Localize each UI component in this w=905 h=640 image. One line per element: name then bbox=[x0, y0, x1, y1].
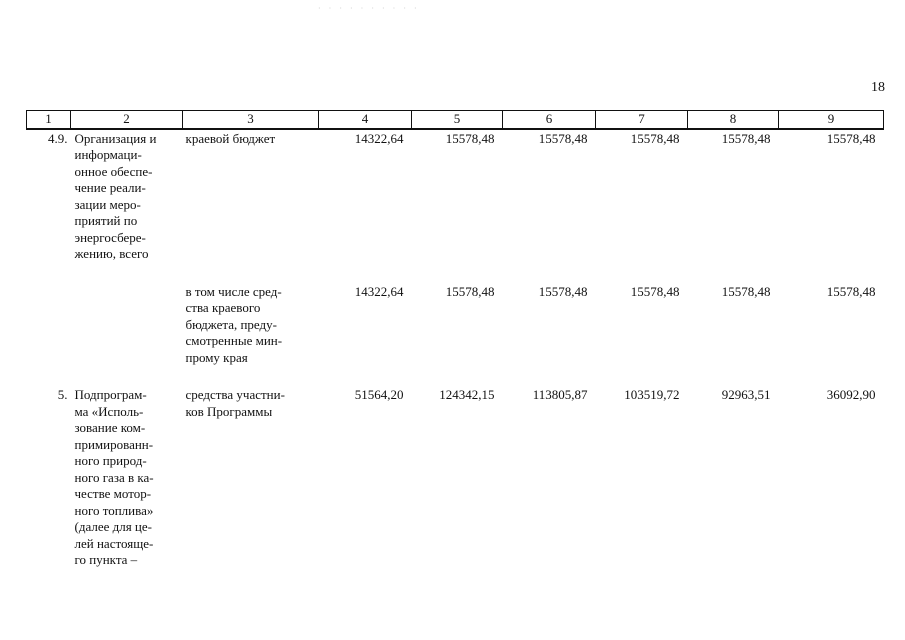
value-cell: 103519,72 bbox=[624, 387, 680, 402]
description-line: ма «Исполь- bbox=[74, 403, 144, 419]
value-cell: 15578,48 bbox=[538, 283, 588, 299]
column-header: 7 bbox=[596, 111, 688, 129]
row-number: 4.9. bbox=[48, 130, 68, 146]
value-cell: 51564,20 bbox=[354, 387, 404, 402]
value-cell: 15578,48 bbox=[721, 283, 771, 299]
row-description bbox=[71, 386, 183, 569]
source-line: смотренные мин- bbox=[185, 333, 283, 348]
value-cell: 92963,51 bbox=[721, 387, 771, 402]
description-line: чение реали- bbox=[74, 180, 146, 195]
description-line: (далее для це- bbox=[74, 519, 152, 534]
row-number: 5. bbox=[57, 387, 68, 402]
value-cell: 15578,48 bbox=[445, 130, 495, 146]
source-line: краевой бюджет bbox=[185, 130, 276, 146]
description-line: зование ком- bbox=[74, 420, 146, 435]
source-line: ства краевого bbox=[185, 300, 261, 315]
description-line: жению, всего bbox=[74, 246, 149, 261]
description-line: ного газа в ка- bbox=[74, 469, 154, 485]
funding-source bbox=[183, 386, 319, 569]
description-line: Подпрограм- bbox=[74, 387, 147, 402]
column-header: 5 bbox=[412, 111, 503, 129]
value-cell: 15578,48 bbox=[630, 283, 680, 299]
value-cell: 14322,64 bbox=[354, 283, 404, 299]
description-line: информаци- bbox=[74, 147, 142, 162]
column-header: 1 bbox=[27, 111, 71, 129]
column-header: 3 bbox=[183, 111, 319, 129]
value-cell: 14322,64 bbox=[354, 130, 404, 146]
description-line: зации меро- bbox=[74, 196, 141, 212]
row-number bbox=[27, 283, 71, 367]
row-gap bbox=[27, 366, 884, 386]
value-cell: 113805,87 bbox=[532, 387, 588, 402]
source-line: в том числе сред- bbox=[185, 283, 282, 299]
description-line: го пункта – bbox=[74, 552, 138, 567]
source-line: бюджета, преду- bbox=[185, 316, 277, 332]
funding-source bbox=[183, 283, 319, 367]
value-cell: 15578,48 bbox=[826, 130, 876, 146]
description-line: ного природ- bbox=[74, 453, 147, 468]
value-cell: 15578,48 bbox=[538, 130, 588, 146]
description-line: честве мотор- bbox=[74, 486, 152, 501]
description-line: ного топлива» bbox=[74, 502, 154, 518]
source-line: прому края bbox=[185, 349, 248, 365]
description-line: Организация и bbox=[74, 130, 157, 146]
value-cell: 15578,48 bbox=[445, 283, 495, 299]
source-line: средства участни- bbox=[185, 387, 285, 402]
value-cell: 124342,15 bbox=[439, 387, 495, 402]
value-cell: 36092,90 bbox=[826, 387, 876, 402]
table-row bbox=[27, 283, 884, 367]
table-row bbox=[27, 129, 884, 263]
page-number: 18 bbox=[871, 80, 885, 95]
description-line: онное обеспе- bbox=[74, 163, 153, 179]
row-description bbox=[71, 129, 183, 263]
description-line: энергосбере- bbox=[74, 229, 146, 245]
value-cell: 15578,48 bbox=[826, 283, 876, 299]
row-gap bbox=[27, 263, 884, 283]
column-header: 6 bbox=[503, 111, 596, 129]
source-line: ков Программы bbox=[185, 403, 273, 419]
value-cell: 15578,48 bbox=[721, 130, 771, 146]
description-line: лей настояще- bbox=[74, 535, 154, 551]
column-header: 2 bbox=[71, 111, 183, 129]
budget-table bbox=[26, 110, 884, 569]
row-description bbox=[71, 283, 183, 367]
description-line: примированн- bbox=[74, 436, 154, 452]
table-header-row bbox=[27, 111, 884, 129]
value-cell: 15578,48 bbox=[630, 130, 680, 146]
column-header: 4 bbox=[319, 111, 412, 129]
scan-artifact: · · · · · · · · · · bbox=[318, 4, 420, 13]
column-header: 8 bbox=[688, 111, 779, 129]
funding-source bbox=[183, 129, 319, 263]
description-line: приятий по bbox=[74, 213, 138, 228]
column-header: 9 bbox=[779, 111, 884, 129]
table-row bbox=[27, 386, 884, 569]
